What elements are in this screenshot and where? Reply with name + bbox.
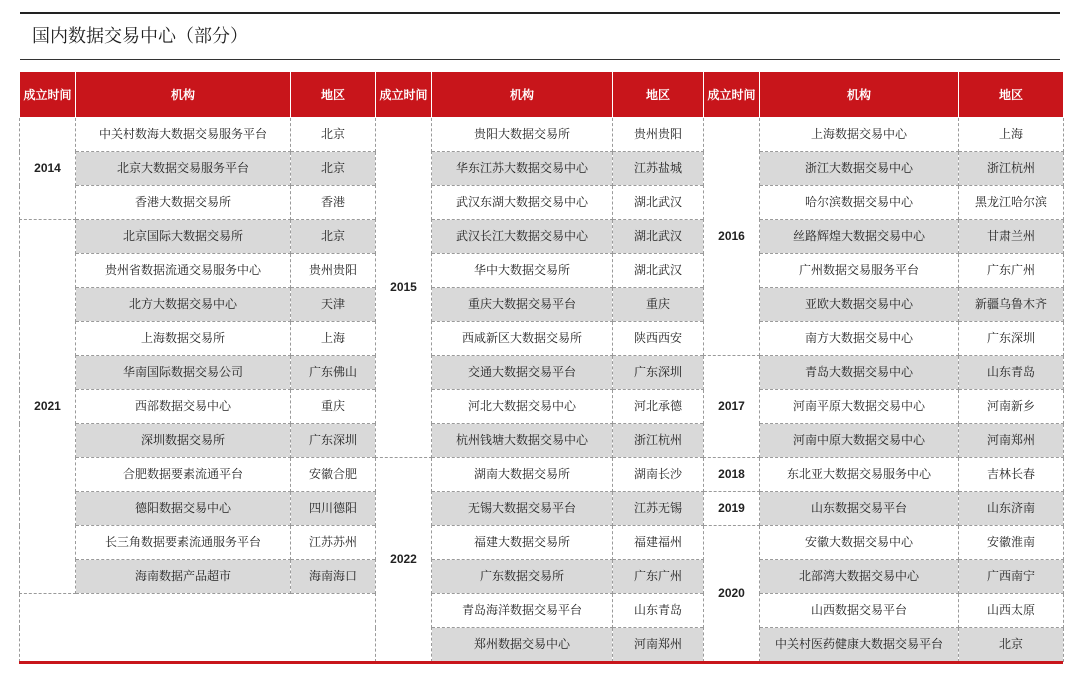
region-cell: 江苏无锡 xyxy=(613,492,704,526)
header-org: 机构 xyxy=(760,72,959,118)
year-cell: 2019 xyxy=(704,492,760,526)
org-cell: 南方大数据交易中心 xyxy=(760,322,959,356)
org-cell: 福建大数据交易所 xyxy=(432,526,613,560)
table-row xyxy=(20,526,1064,560)
region-cell: 河北承德 xyxy=(613,390,704,424)
region-cell: 香港 xyxy=(291,186,376,220)
region-cell: 重庆 xyxy=(613,288,704,322)
org-cell: 武汉长江大数据交易中心 xyxy=(432,220,613,254)
region-cell: 贵州贵阳 xyxy=(613,118,704,152)
org-cell: 西咸新区大数据交易所 xyxy=(432,322,613,356)
org-cell: 北部湾大数据交易中心 xyxy=(760,560,959,594)
region-cell: 四川德阳 xyxy=(291,492,376,526)
org-cell: 武汉东湖大数据交易中心 xyxy=(432,186,613,220)
region-cell: 上海 xyxy=(291,322,376,356)
org-cell: 北京大数据交易服务平台 xyxy=(76,152,291,186)
org-cell: 郑州数据交易中心 xyxy=(432,628,613,662)
year-cell: 2015 xyxy=(376,118,432,458)
table-row xyxy=(20,186,1064,220)
org-cell: 山西数据交易平台 xyxy=(760,594,959,628)
table-row xyxy=(20,118,1064,152)
org-cell: 北方大数据交易中心 xyxy=(76,288,291,322)
year-cell: 2021 xyxy=(20,220,76,594)
header-time: 成立时间 xyxy=(376,72,432,118)
region-cell: 浙江杭州 xyxy=(959,152,1064,186)
org-cell: 合肥数据要素流通平台 xyxy=(76,458,291,492)
bottom-rule xyxy=(19,661,1063,664)
header-time: 成立时间 xyxy=(704,72,760,118)
year-cell: 2022 xyxy=(376,458,432,662)
region-cell: 贵州贵阳 xyxy=(291,254,376,288)
org-cell: 深圳数据交易所 xyxy=(76,424,291,458)
org-cell: 德阳数据交易中心 xyxy=(76,492,291,526)
region-cell: 河南新乡 xyxy=(959,390,1064,424)
region-cell: 江苏盐城 xyxy=(613,152,704,186)
org-cell: 贵阳大数据交易所 xyxy=(432,118,613,152)
region-cell: 北京 xyxy=(959,628,1064,662)
org-cell: 上海数据交易中心 xyxy=(760,118,959,152)
org-cell: 青岛大数据交易中心 xyxy=(760,356,959,390)
header-org: 机构 xyxy=(432,72,613,118)
org-cell: 华东江苏大数据交易中心 xyxy=(432,152,613,186)
region-cell: 山东济南 xyxy=(959,492,1064,526)
year-cell: 2018 xyxy=(704,458,760,492)
region-cell: 海南海口 xyxy=(291,560,376,594)
org-cell: 中关村医药健康大数据交易平台 xyxy=(760,628,959,662)
region-cell: 陕西西安 xyxy=(613,322,704,356)
org-cell: 香港大数据交易所 xyxy=(76,186,291,220)
region-cell: 湖北武汉 xyxy=(613,220,704,254)
region-cell: 北京 xyxy=(291,220,376,254)
table-row xyxy=(20,424,1064,458)
region-cell: 北京 xyxy=(291,118,376,152)
region-cell: 天津 xyxy=(291,288,376,322)
org-cell: 广东数据交易所 xyxy=(432,560,613,594)
table-row xyxy=(20,322,1064,356)
region-cell: 广东广州 xyxy=(613,560,704,594)
region-cell: 湖北武汉 xyxy=(613,254,704,288)
header-org: 机构 xyxy=(76,72,291,118)
year-cell: 2020 xyxy=(704,526,760,662)
region-cell: 广东深圳 xyxy=(291,424,376,458)
header-region: 地区 xyxy=(291,72,376,118)
region-cell: 吉林长春 xyxy=(959,458,1064,492)
org-cell: 河南中原大数据交易中心 xyxy=(760,424,959,458)
org-cell: 西部数据交易中心 xyxy=(76,390,291,424)
region-cell: 广东广州 xyxy=(959,254,1064,288)
org-cell: 河北大数据交易中心 xyxy=(432,390,613,424)
org-cell: 重庆大数据交易平台 xyxy=(432,288,613,322)
table-row xyxy=(20,254,1064,288)
region-cell: 广东深圳 xyxy=(613,356,704,390)
top-rule xyxy=(20,12,1060,14)
region-cell: 浙江杭州 xyxy=(613,424,704,458)
region-cell: 河南郑州 xyxy=(613,628,704,662)
table-row xyxy=(20,560,1064,594)
org-cell: 丝路辉煌大数据交易中心 xyxy=(760,220,959,254)
table-row xyxy=(20,594,1064,628)
org-cell: 河南平原大数据交易中心 xyxy=(760,390,959,424)
table-row xyxy=(20,152,1064,186)
org-cell: 贵州省数据流通交易服务中心 xyxy=(76,254,291,288)
year-cell: 2017 xyxy=(704,356,760,458)
region-cell: 湖北武汉 xyxy=(613,186,704,220)
table-row xyxy=(20,356,1064,390)
region-cell: 山西太原 xyxy=(959,594,1064,628)
table-row xyxy=(20,458,1064,492)
region-cell: 重庆 xyxy=(291,390,376,424)
year-cell: 2016 xyxy=(704,118,760,356)
org-cell: 东北亚大数据交易服务中心 xyxy=(760,458,959,492)
header-region: 地区 xyxy=(959,72,1064,118)
table-row xyxy=(20,390,1064,424)
org-cell: 安徽大数据交易中心 xyxy=(760,526,959,560)
page-title: 国内数据交易中心（部分） xyxy=(32,26,248,47)
region-cell: 湖南长沙 xyxy=(613,458,704,492)
org-cell: 无锡大数据交易平台 xyxy=(432,492,613,526)
year-cell: 2014 xyxy=(20,118,76,220)
empty-cell xyxy=(20,594,376,662)
region-cell: 广东深圳 xyxy=(959,322,1064,356)
region-cell: 广东佛山 xyxy=(291,356,376,390)
region-cell: 甘肃兰州 xyxy=(959,220,1064,254)
org-cell: 青岛海洋数据交易平台 xyxy=(432,594,613,628)
region-cell: 新疆乌鲁木齐 xyxy=(959,288,1064,322)
title-underline xyxy=(20,59,1060,60)
region-cell: 上海 xyxy=(959,118,1064,152)
org-cell: 杭州钱塘大数据交易中心 xyxy=(432,424,613,458)
org-cell: 华南国际数据交易公司 xyxy=(76,356,291,390)
org-cell: 交通大数据交易平台 xyxy=(432,356,613,390)
org-cell: 浙江大数据交易中心 xyxy=(760,152,959,186)
org-cell: 海南数据产品超市 xyxy=(76,560,291,594)
region-cell: 山东青岛 xyxy=(613,594,704,628)
region-cell: 山东青岛 xyxy=(959,356,1064,390)
org-cell: 哈尔滨数据交易中心 xyxy=(760,186,959,220)
org-cell: 上海数据交易所 xyxy=(76,322,291,356)
data-exchange-table xyxy=(19,71,1064,662)
header-region: 地区 xyxy=(613,72,704,118)
org-cell: 山东数据交易平台 xyxy=(760,492,959,526)
region-cell: 福建福州 xyxy=(613,526,704,560)
org-cell: 湖南大数据交易所 xyxy=(432,458,613,492)
region-cell: 江苏苏州 xyxy=(291,526,376,560)
region-cell: 北京 xyxy=(291,152,376,186)
table-row xyxy=(20,220,1064,254)
region-cell: 安徽淮南 xyxy=(959,526,1064,560)
org-cell: 北京国际大数据交易所 xyxy=(76,220,291,254)
org-cell: 广州数据交易服务平台 xyxy=(760,254,959,288)
header-time: 成立时间 xyxy=(20,72,76,118)
org-cell: 中关村数海大数据交易服务平台 xyxy=(76,118,291,152)
header-row xyxy=(20,72,1064,118)
table-row xyxy=(20,492,1064,526)
org-cell: 亚欧大数据交易中心 xyxy=(760,288,959,322)
region-cell: 广西南宁 xyxy=(959,560,1064,594)
region-cell: 黑龙江哈尔滨 xyxy=(959,186,1064,220)
table-row xyxy=(20,288,1064,322)
org-cell: 长三角数据要素流通服务平台 xyxy=(76,526,291,560)
region-cell: 安徽合肥 xyxy=(291,458,376,492)
region-cell: 河南郑州 xyxy=(959,424,1064,458)
org-cell: 华中大数据交易所 xyxy=(432,254,613,288)
